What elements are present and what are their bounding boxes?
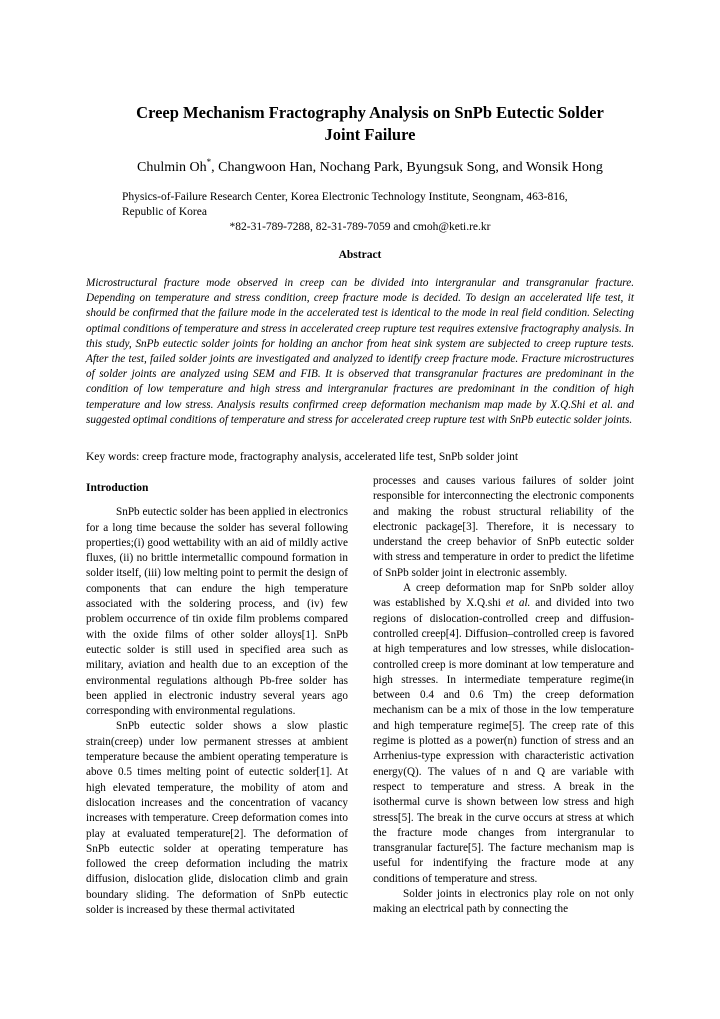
abstract-text: Microstructural fracture mode observed in creep can be divided into intergranular and transgranular fracture. Depending on temperature and stress condition, creep fracture mode is decided. To design an accelerated life test, it should be confirmed that the failure mode in the accelerated test is identical to the mode in real field condition. Selecting optimal conditions of temperature and stress in accelerated creep rupture test requires extensive fractography analysis. In this study, SnPb eutectic solder joints for holding an anchor from heat sink system are subjected to creep rupture tests. After the test, failed solder joints are investigated and analyzed to identify creep fracture mode. Fracture microstructures of solder joints are analyzed using SEM and FIB. It is observed that transgranular fractures are predominant in the condition of low temperature and high stress and intergranular fractures are predominant in the condition of high temperature and low stress. Analysis results confirmed creep deformation mechanism map made by X.Q.Shi et al. and suggested optimal conditions of temperature and stress for accelerated creep rupture test with SnPb eutectic solder joints.: [86, 277, 634, 426]
paper-title: [100, 102, 640, 146]
affiliation-line-1: Physics-of-Failure Research Center, Korea Electronic Technology Institute, Seongnam, 463-816,: [122, 191, 568, 203]
et-al-italic: et al.: [505, 597, 531, 610]
right-paragraph-3: Solder joints in electronics play role on not only making an electrical path by connecting the: [373, 888, 634, 916]
title-line-1: Creep Mechanism Fractography Analysis on SnPb Eutectic Solder: [136, 103, 604, 122]
title-line-2: Joint Failure: [324, 125, 416, 144]
introduction-heading: Introduction: [86, 482, 149, 494]
intro-paragraph-1: SnPb eutectic solder has been applied in electronics for a long time because the solder has several following properties;(i) good wettability with an aid of mildly active fluxes, (ii) no brittle intermetallic compound formation in solder itself, (iii) low melting point to permit the design of components that can endure the high temperature associated with the soldering process, and (iv) few problem occurrence of tin oxide film problems compared with the oxide films of other solder alloys[1]. SnPb eutectic solder is still used in specified area such as military, aviation and health due to an exception of the environmental regulations although Pb-free solder has been applied in electronic industry several years ago corresponding with environmental regulations.: [86, 506, 348, 718]
author-rest: , Changwoon Han, Nochang Park, Byungsuk Song, and Wonsik Hong: [211, 160, 603, 175]
right-paragraph-1: processes and causes various failures of solder joint responsible for interconnecting the electronic components and making the robust structural reliability of the electronic package[3]. Therefore, it is necessary to understand the creep behavior of SnPb eutectic solder with stress and temperature in order to predict the lifetime of SnPb solder joint in electronic assembly.: [373, 475, 634, 579]
author-list: [80, 152, 660, 178]
left-column: [86, 481, 348, 918]
abstract-heading: Abstract: [338, 249, 382, 261]
author-first: Chulmin Oh: [137, 160, 207, 175]
right-paragraph-2-part-a: A creep deformation map for SnPb solder alloy was established by X.Q.shi: [373, 582, 634, 610]
right-paragraph-2-part-b: and divided into two regions of dislocation-controlled creep and diffusion-controlled creep[4]. Diffusion–controlled creep is favored at high temperatures and low stresses, while dislocation-controlled creep is more dominant at low temperature and high stresses. In intermediate temperature regime(in between 0.4 and 0.6 Tm) the creep deformation mechanism can be a mix of those in the low temperature and high temperature regime[5]. The creep rate of this regime is plotted as a power(n) function of stress and an Arrhenius-type expression with characteristic activation energy(Q). The values of n and Q are variable with respect to temperature and stress. A break in the isothermal curve is shown between low stress and high stress[5]. The break in the curve occurs at stress at which the fracture mode changes from intergranular to transgranular facture[5]. The facture mechanism map is useful for indentifying the fracture mode at any conditions of temperature and stress.: [373, 597, 634, 885]
intro-paragraph-2: SnPb eutectic solder shows a slow plastic strain(creep) under low permanent stresses at ambient temperature because the ambient operating temperature is above 0.5 times melting point of eutectic solder[1]. At high elevated temperature, the mobility of atom and dislocation increases and the concentration of vacancy increases with temperature. Creep deformation comes into play at evaluated temperature[2]. The deformation of SnPb eutectic solder at operating temperature has followed the creep deformation including the matrix diffusion, dislocation glide, dislocation climb and grain boundary sliding. The deformation of SnPb eutectic solder is increased by these thermal activitated: [86, 720, 348, 917]
contact-info: *82-31-789-7288, 82-31-789-7059 and cmoh@keti.re.kr: [229, 221, 491, 233]
keywords: Key words: creep fracture mode, fractography analysis, accelerated life test, SnPb solder joint: [86, 451, 519, 463]
affiliation-line-2: Republic of Korea: [122, 206, 207, 218]
right-column: [373, 474, 634, 918]
corresponding-author-mark: *: [206, 157, 212, 167]
right-paragraph-2: [373, 581, 634, 887]
